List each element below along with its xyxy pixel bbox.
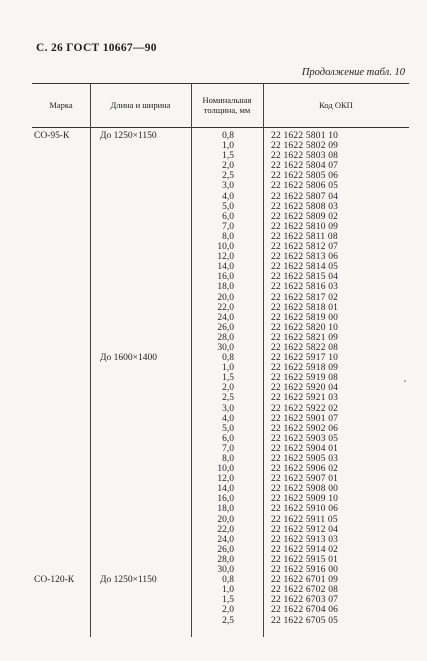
- brand-cell: СО-95-К: [34, 131, 70, 141]
- code-cell: 22 1622 6704 06: [271, 605, 339, 616]
- code-cell: 22 1622 5816 03: [271, 282, 339, 293]
- thickness-cell: 14,0: [217, 484, 234, 495]
- thickness-cell: 10,0: [217, 464, 234, 475]
- table-row: [0, 232, 427, 242]
- table-header-rule: [32, 127, 409, 128]
- code-cell: 22 1622 5811 08: [271, 231, 338, 242]
- code-cell: 22 1622 5906 02: [271, 464, 339, 475]
- thickness-cell: 16,0: [217, 272, 234, 283]
- table-row: [0, 282, 427, 292]
- thickness-cell: 1,0: [222, 585, 234, 596]
- code-cell: 22 1622 5911 05: [271, 514, 338, 525]
- table-row: [0, 585, 427, 595]
- thickness-cell: 2,0: [222, 383, 234, 394]
- table-row: [0, 242, 427, 252]
- thickness-cell: 1,5: [222, 151, 234, 162]
- table-row: [0, 313, 427, 323]
- thickness-cell: 20,0: [217, 292, 234, 303]
- table-row: [0, 222, 427, 232]
- table-row: [0, 303, 427, 313]
- code-cell: 22 1622 5917 10: [271, 353, 339, 364]
- thickness-cell: 2,5: [222, 171, 234, 182]
- thickness-cell: 12,0: [217, 252, 234, 263]
- thickness-cell: 7,0: [222, 221, 234, 232]
- table-row: [0, 151, 427, 161]
- thickness-cell: 3,0: [222, 181, 234, 192]
- code-cell: 22 1622 5806 05: [271, 181, 339, 192]
- code-cell: 22 1622 5809 02: [271, 211, 339, 222]
- thickness-cell: 8,0: [222, 454, 234, 464]
- thickness-cell: 5,0: [222, 201, 234, 212]
- table-row: [0, 414, 427, 424]
- thickness-cell: 2,5: [222, 393, 234, 404]
- thickness-cell: 0,8: [222, 575, 234, 586]
- thickness-cell: 20,0: [217, 514, 234, 525]
- column-header-thickness: Номинальная толщина, мм: [202, 95, 252, 115]
- table-row: [0, 383, 427, 393]
- table-row: [0, 484, 427, 494]
- thickness-cell: 7,0: [222, 443, 234, 454]
- table-row: [0, 565, 427, 575]
- table-row: [0, 515, 427, 525]
- table-row: [0, 192, 427, 202]
- thickness-cell: 12,0: [217, 474, 234, 485]
- code-cell: 22 1622 5908 00: [271, 484, 339, 495]
- thickness-cell: 26,0: [217, 322, 234, 333]
- code-cell: 22 1622 5910 06: [271, 504, 339, 515]
- code-cell: 22 1622 5810 09: [271, 221, 339, 232]
- table-row: [0, 141, 427, 151]
- code-cell: 22 1622 5903 05: [271, 433, 339, 444]
- thickness-cell: 6,0: [222, 433, 234, 444]
- table-row: [0, 494, 427, 504]
- code-cell: 22 1622 5815 04: [271, 272, 339, 283]
- table-row: [0, 434, 427, 444]
- table-row: [0, 575, 427, 585]
- table-row: [0, 363, 427, 373]
- thickness-cell: 14,0: [217, 262, 234, 273]
- table-continuation-note: Продолжение табл. 10: [301, 67, 405, 78]
- table-row: [0, 424, 427, 434]
- thickness-cell: 4,0: [222, 191, 234, 202]
- thickness-cell: 3,0: [222, 403, 234, 414]
- thickness-cell: 26,0: [217, 544, 234, 555]
- table-row: [0, 202, 427, 212]
- thickness-cell: 0,8: [222, 131, 234, 141]
- code-cell: 22 1622 6702 08: [271, 585, 339, 596]
- column-header-code: Код ОКП: [319, 100, 353, 110]
- thickness-cell: 30,0: [217, 565, 234, 576]
- size-cell: До 1250×1150: [100, 575, 157, 586]
- size-cell: До 1250×1150: [100, 131, 157, 141]
- code-cell: 22 1622 5813 06: [271, 252, 339, 263]
- thickness-cell: 22,0: [217, 524, 234, 535]
- column-header-size: Длина и ширина: [110, 100, 171, 110]
- table-row: [0, 474, 427, 484]
- size-cell: До 1600×1400: [100, 353, 157, 364]
- thickness-cell: 22,0: [217, 302, 234, 313]
- code-cell: 22 1622 5821 09: [271, 332, 339, 343]
- table-row: [0, 181, 427, 191]
- code-cell: 22 1622 5805 06: [271, 171, 339, 182]
- thickness-cell: 28,0: [217, 554, 234, 565]
- table-row: [0, 272, 427, 282]
- table-row: [0, 464, 427, 474]
- thickness-cell: 1,0: [222, 141, 234, 152]
- page-header: С. 26 ГОСТ 10667—90: [36, 42, 157, 54]
- code-cell: 22 1622 5807 04: [271, 191, 339, 202]
- table-row: [0, 171, 427, 181]
- code-cell: 22 1622 6703 07: [271, 595, 339, 606]
- code-cell: 22 1622 6701 09: [271, 575, 339, 586]
- table-row: [0, 595, 427, 605]
- code-cell: 22 1622 5905 03: [271, 454, 339, 464]
- table-row: [0, 353, 427, 363]
- code-cell: 22 1622 5921 03: [271, 393, 339, 404]
- table-row: [0, 252, 427, 262]
- table-row: [0, 323, 427, 333]
- code-cell: 22 1622 5819 00: [271, 312, 339, 323]
- table-row: [0, 393, 427, 403]
- table-row: [0, 454, 427, 464]
- thickness-cell: 1,5: [222, 595, 234, 606]
- code-cell: 22 1622 5920 04: [271, 383, 339, 394]
- table-row: [0, 525, 427, 535]
- thickness-cell: 4,0: [222, 413, 234, 424]
- code-cell: 22 1622 5912 04: [271, 524, 339, 535]
- table-row: [0, 131, 427, 141]
- code-cell: 22 1622 5817 02: [271, 292, 339, 303]
- code-cell: 22 1622 5804 07: [271, 161, 339, 172]
- thickness-cell: 1,5: [222, 373, 234, 384]
- thickness-cell: 2,0: [222, 161, 234, 172]
- thickness-cell: 18,0: [217, 282, 234, 293]
- thickness-cell: 1,0: [222, 363, 234, 374]
- code-cell: 22 1622 5818 01: [271, 302, 339, 313]
- code-cell: 22 1622 5914 02: [271, 544, 339, 555]
- code-cell: 22 1622 5812 07: [271, 242, 339, 253]
- table-row: [0, 444, 427, 454]
- code-cell: 22 1622 5820 10: [271, 322, 339, 333]
- code-cell: 22 1622 5907 01: [271, 474, 339, 485]
- thickness-cell: 16,0: [217, 494, 234, 505]
- code-cell: 22 1622 5909 10: [271, 494, 339, 505]
- code-cell: 22 1622 5802 09: [271, 141, 339, 152]
- table-row: [0, 404, 427, 414]
- code-cell: 22 1622 5913 03: [271, 534, 339, 545]
- table-row: [0, 616, 427, 626]
- code-cell: 22 1622 5916 00: [271, 565, 339, 576]
- code-cell: 22 1622 5808 03: [271, 201, 339, 212]
- thickness-cell: 24,0: [217, 312, 234, 323]
- table-row: [0, 262, 427, 272]
- code-cell: 22 1622 5919 08: [271, 373, 339, 384]
- table-row: [0, 535, 427, 545]
- code-cell: 22 1622 5803 08: [271, 151, 339, 162]
- table-row: [0, 333, 427, 343]
- thickness-cell: 5,0: [222, 423, 234, 434]
- thickness-cell: 10,0: [217, 242, 234, 253]
- code-cell: 22 1622 5822 08: [271, 342, 339, 353]
- code-cell: 22 1622 6705 05: [271, 615, 339, 626]
- code-cell: 22 1622 5915 01: [271, 554, 339, 565]
- scan-speck: [404, 380, 406, 382]
- brand-cell: СО-120-К: [34, 575, 75, 586]
- thickness-cell: 6,0: [222, 211, 234, 222]
- thickness-cell: 24,0: [217, 534, 234, 545]
- code-cell: 22 1622 5801 10: [271, 131, 339, 141]
- code-cell: 22 1622 5918 09: [271, 363, 339, 374]
- thickness-cell: 2,5: [222, 615, 234, 626]
- code-cell: 22 1622 5904 01: [271, 443, 339, 454]
- thickness-cell: 18,0: [217, 504, 234, 515]
- table-row: [0, 293, 427, 303]
- thickness-cell: 8,0: [222, 231, 234, 242]
- table-row: [0, 212, 427, 222]
- table-row: [0, 605, 427, 615]
- thickness-cell: 2,0: [222, 605, 234, 616]
- table-body: [0, 131, 427, 626]
- code-cell: 22 1622 5814 05: [271, 262, 339, 273]
- code-cell: 22 1622 5901 07: [271, 413, 339, 424]
- column-header-brand: Марка: [49, 100, 73, 110]
- table-row: [0, 373, 427, 383]
- code-cell: 22 1622 5902 06: [271, 423, 339, 434]
- thickness-cell: 0,8: [222, 353, 234, 364]
- table-row: [0, 545, 427, 555]
- table-row: [0, 343, 427, 353]
- code-cell: 22 1622 5922 02: [271, 403, 339, 414]
- table-row: [0, 161, 427, 171]
- thickness-cell: 30,0: [217, 342, 234, 353]
- thickness-cell: 28,0: [217, 332, 234, 343]
- table-row: [0, 504, 427, 514]
- table-row: [0, 555, 427, 565]
